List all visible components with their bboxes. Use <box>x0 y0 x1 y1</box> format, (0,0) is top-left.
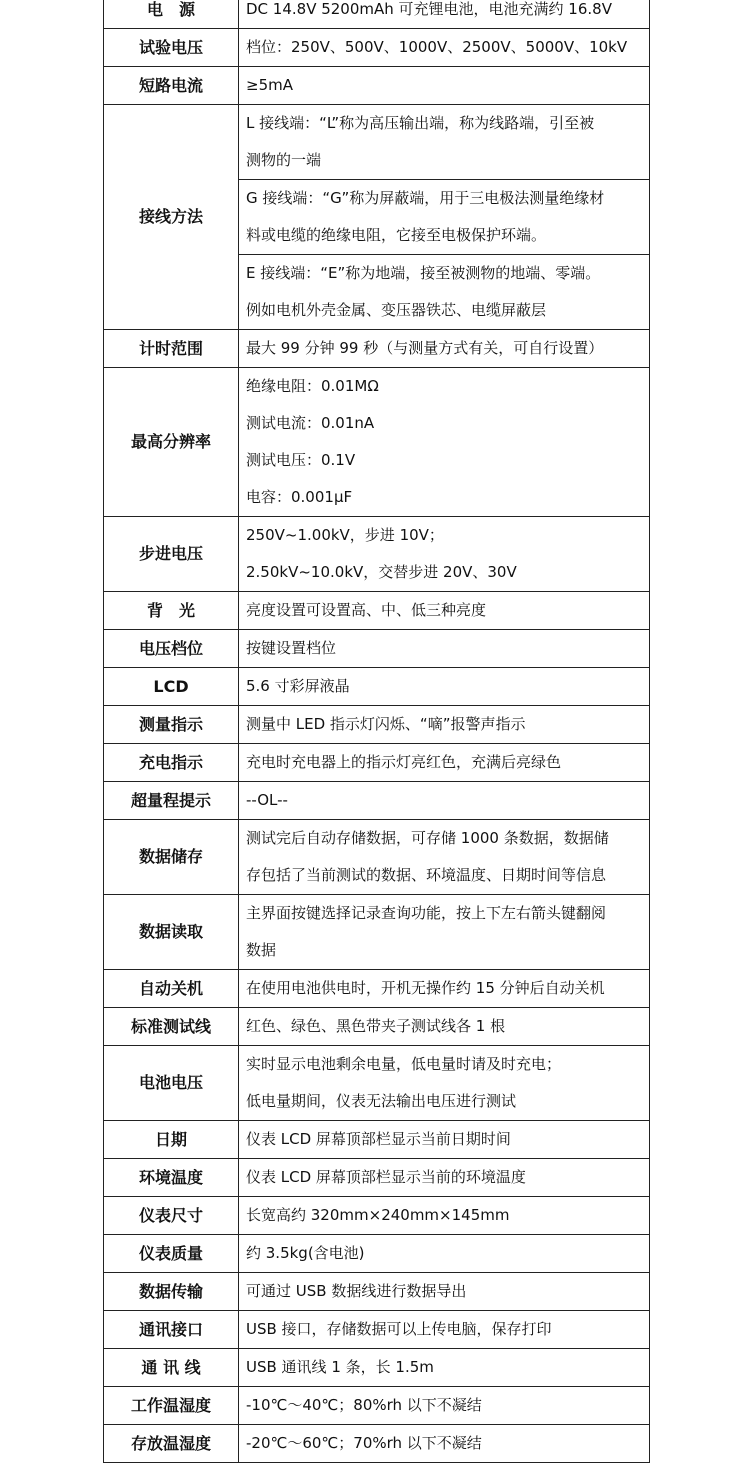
spec-row <box>104 592 650 630</box>
spec-label: 试验电压 <box>104 29 239 67</box>
spec-value-line: 测量中 LED 指示灯闪烁、“嘀”报警声指示 <box>246 715 526 733</box>
spec-value-line: 充电时充电器上的指示灯亮红色，充满后亮绿色 <box>246 753 562 771</box>
spec-value-line: L 接线端：“L”称为高压输出端，称为线路端，引至被 <box>246 114 595 132</box>
spec-value-line: 2.50kV~10.0kV，交替步进 20V、30V <box>246 563 517 581</box>
spec-label: 背 光 <box>104 592 239 630</box>
spec-row <box>104 330 650 368</box>
spec-value-line: USB 接口，存储数据可以上传电脑，保存打印 <box>246 1320 552 1338</box>
spec-label: 标准测试线 <box>104 1008 239 1046</box>
spec-row <box>104 630 650 668</box>
spec-value <box>239 1387 650 1425</box>
spec-value <box>239 1159 650 1197</box>
spec-label: 环境温度 <box>104 1159 239 1197</box>
spec-value <box>239 1197 650 1235</box>
spec-value-line: 实时显示电池剩余电量，低电量时请及时充电； <box>246 1055 562 1073</box>
spec-value-line: 低电量期间，仪表无法输出电压进行测试 <box>246 1092 517 1110</box>
spec-row <box>104 1387 650 1425</box>
spec-value-line: 仪表 LCD 屏幕顶部栏显示当前日期时间 <box>246 1130 511 1148</box>
spec-value-line: 红色、绿色、黑色带夹子测试线各 1 根 <box>246 1017 506 1035</box>
spec-row <box>104 1425 650 1463</box>
spec-row <box>104 29 650 67</box>
spec-row <box>104 1197 650 1235</box>
spec-value <box>239 517 650 592</box>
spec-row <box>104 1159 650 1197</box>
spec-label: 测量指示 <box>104 706 239 744</box>
spec-value-line: 250V~1.00kV，步进 10V； <box>246 526 444 544</box>
spec-value-line: 亮度设置可设置高、中、低三种亮度 <box>246 601 487 619</box>
spec-value <box>239 67 650 105</box>
spec-value <box>239 368 650 517</box>
spec-value-line: E 接线端：“E”称为地端，接至被测物的地端、零端。 <box>246 264 601 282</box>
spec-value-line: 约 3.5kg(含电池) <box>246 1244 365 1262</box>
spec-row <box>104 0 650 29</box>
spec-label: 仪表质量 <box>104 1235 239 1273</box>
spec-value-line: 绝缘电阻：0.01MΩ <box>246 377 379 395</box>
spec-row <box>104 1008 650 1046</box>
spec-table-body <box>104 0 650 1463</box>
spec-row <box>104 368 650 517</box>
spec-label: 通 讯 线 <box>104 1349 239 1387</box>
spec-label: 数据储存 <box>104 820 239 895</box>
spec-table <box>103 0 650 1463</box>
spec-row <box>104 744 650 782</box>
spec-value-line: 测试电压：0.1V <box>246 451 356 469</box>
spec-label: 电池电压 <box>104 1046 239 1121</box>
spec-row <box>104 782 650 820</box>
spec-value-line: ≥5mA <box>246 76 293 94</box>
spec-label: 电压档位 <box>104 630 239 668</box>
spec-row <box>104 668 650 706</box>
spec-label: 工作温湿度 <box>104 1387 239 1425</box>
spec-label: 短路电流 <box>104 67 239 105</box>
spec-label: 步进电压 <box>104 517 239 592</box>
spec-row <box>104 706 650 744</box>
spec-value <box>239 255 650 330</box>
spec-value-line: 最大 99 分钟 99 秒（与测量方式有关，可自行设置） <box>246 339 604 357</box>
spec-value <box>239 180 650 255</box>
spec-label: 电 源 <box>104 0 239 29</box>
spec-value <box>239 1235 650 1273</box>
spec-row <box>104 1349 650 1387</box>
spec-value <box>239 1273 650 1311</box>
spec-label: 接线方法 <box>104 105 239 330</box>
spec-value-line: 料或电缆的绝缘电阻，它接至电极保护环端。 <box>246 226 547 244</box>
spec-value <box>239 820 650 895</box>
spec-value-line: 测物的一端 <box>246 151 322 169</box>
spec-value <box>239 668 650 706</box>
spec-label: 日期 <box>104 1121 239 1159</box>
spec-label: LCD <box>104 668 239 706</box>
spec-value-line: 数据 <box>246 941 277 959</box>
spec-value <box>239 330 650 368</box>
spec-value-line: 5.6 寸彩屏液晶 <box>246 677 350 695</box>
spec-value <box>239 105 650 180</box>
spec-value-line: G 接线端：“G”称为屏蔽端，用于三电极法测量绝缘材 <box>246 189 605 207</box>
spec-value <box>239 744 650 782</box>
spec-value <box>239 782 650 820</box>
spec-value <box>239 630 650 668</box>
spec-row <box>104 820 650 895</box>
spec-label: 超量程提示 <box>104 782 239 820</box>
spec-value-line: --OL-- <box>246 791 288 809</box>
spec-row <box>104 1273 650 1311</box>
spec-row <box>104 1235 650 1273</box>
spec-value-line: 测试电流：0.01nA <box>246 414 375 432</box>
spec-label: 存放温湿度 <box>104 1425 239 1463</box>
spec-value <box>239 970 650 1008</box>
spec-value <box>239 1311 650 1349</box>
spec-value <box>239 1046 650 1121</box>
spec-value <box>239 1121 650 1159</box>
spec-row <box>104 1311 650 1349</box>
spec-value-line: 仪表 LCD 屏幕顶部栏显示当前的环境温度 <box>246 1168 526 1186</box>
spec-label: 充电指示 <box>104 744 239 782</box>
spec-value-line: 例如电机外壳金属、变压器铁芯、电缆屏蔽层 <box>246 301 547 319</box>
spec-row <box>104 67 650 105</box>
spec-value-line: 可通过 USB 数据线进行数据导出 <box>246 1282 467 1300</box>
spec-value <box>239 1425 650 1463</box>
spec-value-line: -20℃～60℃；70%rh 以下不凝结 <box>246 1434 482 1452</box>
spec-label: 最高分辨率 <box>104 368 239 517</box>
spec-label: 自动关机 <box>104 970 239 1008</box>
spec-label: 仪表尺寸 <box>104 1197 239 1235</box>
spec-row <box>104 1121 650 1159</box>
spec-row <box>104 105 650 180</box>
spec-label: 计时范围 <box>104 330 239 368</box>
spec-row <box>104 517 650 592</box>
spec-value <box>239 895 650 970</box>
spec-value-line: 按键设置档位 <box>246 639 337 657</box>
spec-label: 通讯接口 <box>104 1311 239 1349</box>
spec-value-line: 主界面按键选择记录查询功能，按上下左右箭头键翻阅 <box>246 904 607 922</box>
spec-value-line: 存包括了当前测试的数据、环境温度、日期时间等信息 <box>246 866 607 884</box>
spec-value <box>239 29 650 67</box>
spec-value <box>239 1008 650 1046</box>
spec-value-line: 测试完后自动存储数据，可存储 1000 条数据，数据储 <box>246 829 609 847</box>
spec-value-line: DC 14.8V 5200mAh 可充锂电池，电池充满约 16.8V <box>246 0 612 18</box>
spec-value-line: 在使用电池供电时，开机无操作约 15 分钟后自动关机 <box>246 979 605 997</box>
spec-value <box>239 0 650 29</box>
spec-value <box>239 592 650 630</box>
spec-row <box>104 970 650 1008</box>
spec-value-line: 长宽高约 320mm×240mm×145mm <box>246 1206 510 1224</box>
spec-value-line: USB 通讯线 1 条，长 1.5m <box>246 1358 434 1376</box>
spec-value-line: 档位：250V、500V、1000V、2500V、5000V、10kV <box>246 38 628 56</box>
spec-value-line: -10℃～40℃；80%rh 以下不凝结 <box>246 1396 482 1414</box>
spec-label: 数据读取 <box>104 895 239 970</box>
spec-row <box>104 895 650 970</box>
spec-label: 数据传输 <box>104 1273 239 1311</box>
spec-value <box>239 706 650 744</box>
spec-row <box>104 1046 650 1121</box>
spec-value <box>239 1349 650 1387</box>
spec-value-line: 电容：0.001μF <box>246 488 353 506</box>
